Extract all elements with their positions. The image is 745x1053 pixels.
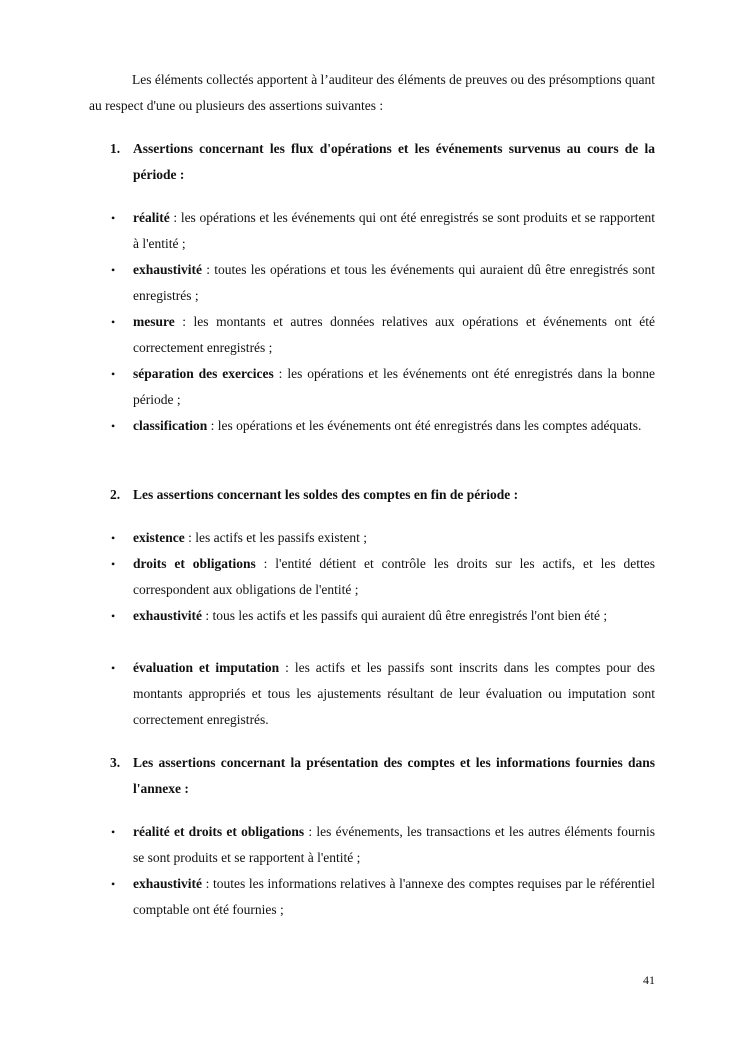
item-term: séparation des exercices xyxy=(133,366,274,381)
item-text: : les actifs et les passifs sont inscrits dans les comptes pour des montants appropriés et tous les ajustements résultant de leur évaluation ou imputation sont correctement enregistrés. xyxy=(133,660,655,727)
section-1-heading xyxy=(110,136,655,188)
item-text: : les événements, les transactions et les autres éléments fournis se sont produits et se rapportent à l'entité ; xyxy=(133,824,655,865)
list-item xyxy=(110,309,655,361)
list-item xyxy=(110,525,655,551)
list-item xyxy=(110,551,655,603)
item-text: : toutes les opérations et tous les événements qui auraient dû être enregistrés sont enregistrés ; xyxy=(133,262,655,303)
item-text: : tous les actifs et les passifs qui auraient dû être enregistrés l'ont bien été ; xyxy=(202,608,608,623)
list-item xyxy=(110,257,655,309)
item-term: réalité xyxy=(133,210,170,225)
bullet-icon: • xyxy=(111,609,116,623)
item-text: : l'entité détient et contrôle les droits sur les actifs, et les dettes correspondent aux obligations de l'entité ; xyxy=(133,556,655,597)
bullet-icon: • xyxy=(111,263,116,277)
list-item xyxy=(110,871,655,923)
item-term: classification xyxy=(133,418,208,433)
bullet-icon: • xyxy=(111,531,116,545)
list-item xyxy=(110,819,655,871)
intro-paragraph: Les éléments collectés apportent à l’auditeur des éléments de preuves ou des présomptions quant au respect d'une ou plusieurs des assertions suivantes : xyxy=(89,72,655,113)
item-text: : les opérations et les événements ont été enregistrés dans la bonne période ; xyxy=(133,366,656,407)
list-item xyxy=(110,603,655,629)
item-term: existence xyxy=(133,530,185,545)
section-2-title: Les assertions concernant les soldes des comptes en fin de période : xyxy=(133,487,519,502)
list-item xyxy=(110,413,655,439)
bullet-icon: • xyxy=(111,661,116,675)
bullet-icon: • xyxy=(111,877,116,891)
bullet-icon: • xyxy=(111,367,116,381)
list-item xyxy=(110,361,655,413)
bullet-icon: • xyxy=(111,315,116,329)
section-1-title: Assertions concernant les flux d'opérations et les événements survenus au cours de la période : xyxy=(133,141,655,182)
item-term: exhaustivité xyxy=(133,262,202,277)
item-text: : toutes les informations relatives à l'annexe des comptes requises par le référentiel comptable ont été fournies ; xyxy=(133,876,655,917)
item-term: droits et obligations xyxy=(133,556,256,571)
bullet-icon: • xyxy=(111,557,116,571)
section-2-number: 2. xyxy=(110,487,121,502)
list-item xyxy=(110,205,655,257)
section-3-title: Les assertions concernant la présentation des comptes et les informations fournies dans l'annexe : xyxy=(133,755,655,796)
item-term: mesure xyxy=(133,314,175,329)
item-term: réalité et droits et obligations xyxy=(133,824,305,839)
item-term: exhaustivité xyxy=(133,876,202,891)
item-term: évaluation et imputation xyxy=(133,660,280,675)
item-text: : les opérations et les événements ont été enregistrés dans les comptes adéquats. xyxy=(207,418,642,433)
bullet-icon: • xyxy=(111,211,116,225)
item-text: : les montants et autres données relatives aux opérations et événements ont été correctement enregistrés ; xyxy=(133,314,655,355)
list-item xyxy=(110,655,655,733)
page-number: 41 xyxy=(643,973,655,987)
section-3-heading xyxy=(110,750,655,802)
section-2-heading xyxy=(110,482,655,508)
item-term: exhaustivité xyxy=(133,608,202,623)
bullet-icon: • xyxy=(111,419,116,433)
item-text: : les actifs et les passifs existent ; xyxy=(184,530,367,545)
bullet-icon: • xyxy=(111,825,116,839)
section-1-number: 1. xyxy=(110,141,121,156)
item-text: : les opérations et les événements qui ont été enregistrés se sont produits et se rapportent à l'entité ; xyxy=(133,210,655,251)
section-3-number: 3. xyxy=(110,755,121,770)
